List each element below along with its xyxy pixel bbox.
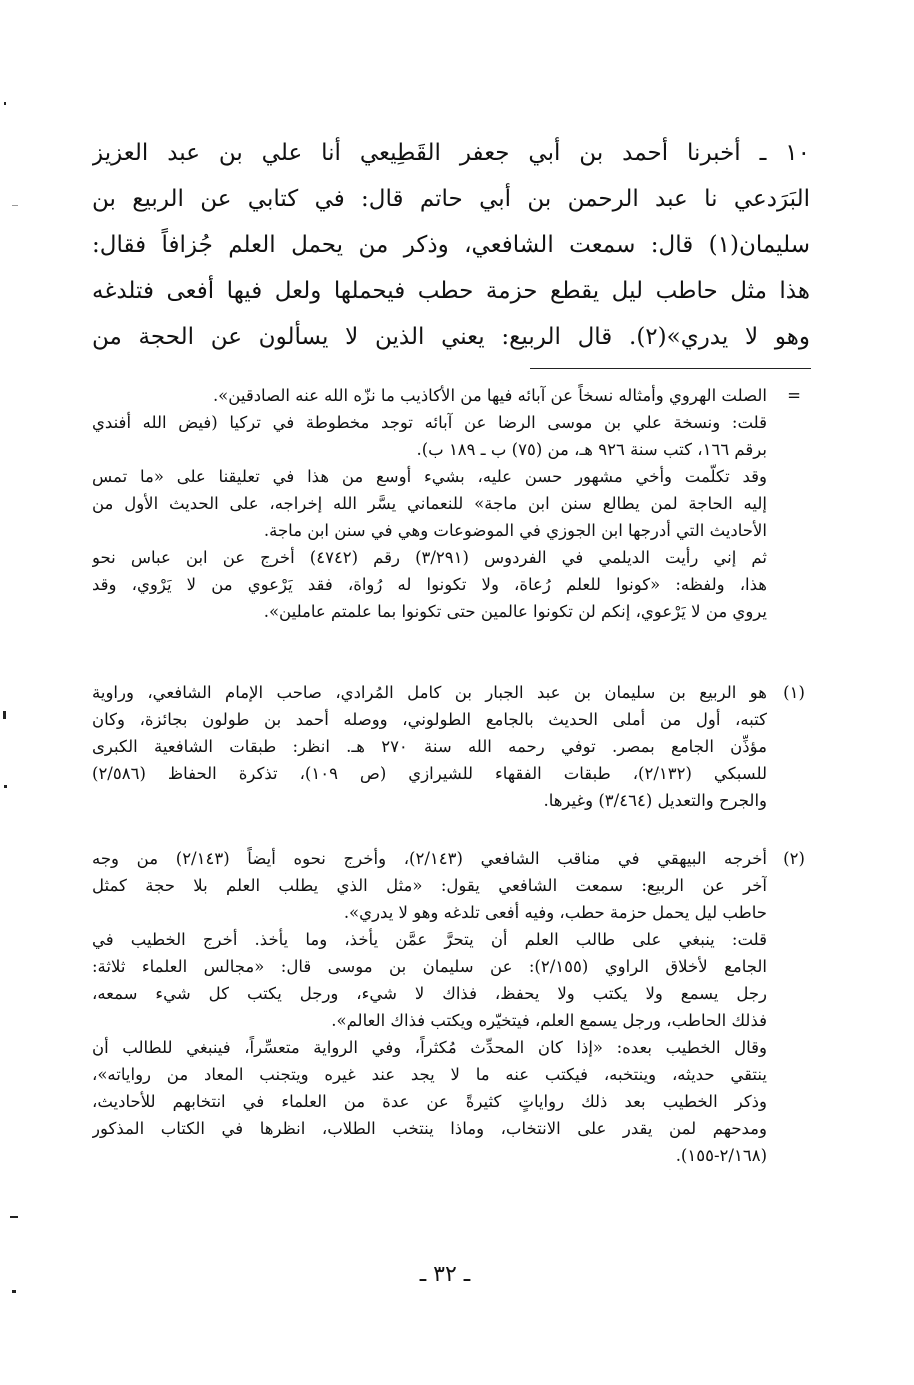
main-line: وهو لا يدري»(٢). قال الربيع: يعني الذين لا يسألون عن الحجة من [92,324,810,350]
footnote-line: ينتقي حديثه، وينتخبه، فيكتب عنه ما لا يجد عند غيره ويتجنب المعاد من رواياته»، [92,1065,767,1084]
scan-speck [12,1290,16,1293]
footnote-line: مؤذِّن الجامع بمصر. توفي رحمه الله سنة ٢٧٠ هـ. انظر: طبقات الشافعية الكبرى [92,737,767,756]
footnote-line: رجل يسمع ولا يكتب ولا يحفظ، فذاك لا شيء، ورجل يكتب كل شيء سمعه، [92,984,767,1003]
footnote-line: وذكر الخطيب بعد ذلك رواياتٍ كثيرةً عن عدة من العلماء في انتخابهم للأحاديث، [92,1092,767,1111]
footnote-line: وقال الخطيب بعده: «إذا كان المحدِّث مُكثراً، وفي الرواية متعسِّراً، فينبغي للطالب أن [92,1038,767,1057]
footnote-line: حاطب ليل يحمل حزمة حطب، وفيه أفعى تلدغه وهو لا يدري». [343,903,767,922]
footnote-line: إليه الحاجة لمن يطالع سنن ابن ماجة» للنعماني يسَّر الله إخراجه، على الحديث الأول من [92,494,767,513]
scan-speck [12,205,18,206]
footnote-marker: = [787,386,801,405]
footnote-line: ثم إني رأيت الديلمي في الفردوس (٣/٢٩١) رقم (٤٧٤٢) أخرج عن ابن عباس نحو [92,548,767,567]
footnote-marker: (٢) [783,849,805,868]
scan-speck [4,785,7,788]
footnote-line: الصلت الهروي وأمثاله نسخاً عن آبائه فيها من الأكاذيب ما نزّه الله عنه الصادقين». [212,386,767,405]
footnote-line: قلت: ونسخة علي بن موسى الرضا عن آبائه توجد مخطوطة في تركيا (فيض الله أفندي [92,413,767,432]
scan-speck [4,102,6,105]
main-line: هذا مثل حاطب ليل يقطع حزمة حطب فيحملها ولعل فيها أفعى فتلدغه [92,278,810,304]
footnote-line: أخرجه البيهقي في مناقب الشافعي (٢/١٤٣)، وأخرج نحوه أيضاً (٢/١٤٣) من وجه [92,849,767,868]
footnote-line: للسبكي (٢/١٣٢)، طبقات الفقهاء للشيرازي (ص ١٠٩)، تذكرة الحفاظ (٢/٥٨٦) [92,764,767,783]
footnote-2 [92,845,810,1169]
footnote-1 [92,679,810,814]
footnote-line: ومدحهم لمن يقدر على الانتخاب، وماذا ينتخب الطلاب، انظرها في الكتاب المذكور [92,1119,767,1138]
footnote-marker: (١) [783,683,805,702]
main-line: ١٠ ـ أخبرنا أحمد بن أبي جعفر القَطِيعي أنا علي بن عبد العزيز [92,140,810,166]
page-number: ـ ٣٢ ـ [419,1262,471,1287]
main-line: سليمان(١) قال: سمعت الشافعي، وذكر من يحمل العلم جُزافاً فقال: [92,232,810,258]
footnote-line: يروي من لا يَرْعوي، إنكم لن تكونوا عالمين حتى تكونوا بما علمتم عاملين». [263,602,767,621]
footnote-line: آخر عن الربيع: سمعت الشافعي يقول: «مثل الذي يطلب العلم بلا حجة كمثل [92,876,767,895]
footnote-line: (٢/١٦٨-١٥٥). [675,1146,767,1165]
footnote-continuation [92,382,810,625]
scan-speck [3,711,6,719]
footnote-line: الجامع لأخلاق الراوي (٢/١٥٥): عن سليمان بن موسى قال: «مجالس العلماء ثلاثة: [92,957,767,976]
footnote-line: برقم ١٦٦، كتب سنة ٩٢٦ هـ، من (٧٥) ب ـ ١٨٩ ب). [416,440,767,459]
footnote-line: قلت: ينبغي على طالب العلم أن يتحرَّ عمَّن يأخذ، وما يأخذ. أخرج الخطيب في [92,930,767,949]
scan-speck [10,1216,18,1218]
footnote-line: هذا، ولفظه: «كونوا للعلم رُعاة، ولا تكونوا له رُواة، فقد يَرْعوي من لا يَرْوي، وقد [92,575,767,594]
footnote-line: وقد تكلّمت وأخي مشهور حسن عليه، بشيء أوسع من هذا في تعليقنا على «ما تمس [92,467,767,486]
main-text [92,130,810,360]
footnote-separator [530,368,811,369]
footnote-line: كتبه، أول من أملى الحديث بالجامع الطولوني، ووصله أحمد بن طولون بجائزة، وكان [92,710,767,729]
footnote-line: الأحاديث التي أدرجها ابن الجوزي في الموضوعات وهي في سنن ابن ماجة. [263,521,767,540]
footnote-line: والجرح والتعديل (٣/٤٦٤) وغيرها. [543,791,767,810]
main-line: البَرَدعي نا عبد الرحمن بن أبي حاتم قال: في كتابي عن الربيع بن [92,186,810,212]
footnote-line: فذلك الحاطب، ورجل يسمع العلم، فيتخيّره ويكتب فذاك العالم». [331,1011,767,1030]
footnote-line: هو الربيع بن سليمان بن عبد الجبار بن كامل المُرادي، صاحب الإمام الشافعي، وراوية [92,683,767,702]
